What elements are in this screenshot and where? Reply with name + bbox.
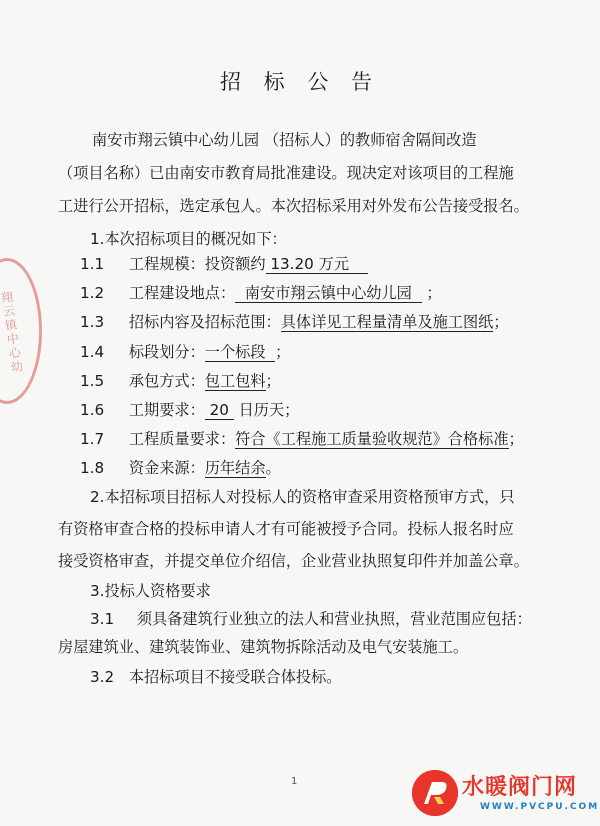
- item-value: 南安市翔云镇中心幼儿园: [235, 284, 421, 303]
- watermark-logo-icon: [412, 770, 458, 816]
- section3-heading: 3.投标人资格要求: [90, 582, 211, 600]
- watermark-brand: 水暖阀门网: [462, 775, 578, 800]
- item-number: 1.3: [80, 313, 105, 331]
- item-text: 本招标项目不接受联合体投标。: [128, 668, 342, 686]
- list-item: [80, 371, 281, 391]
- section1-heading: 1.本次招标项目的概况如下：: [90, 230, 287, 248]
- item-label: 承包方式：: [128, 372, 205, 390]
- item-value: 一个标段: [205, 343, 275, 362]
- item-suffix: ；: [265, 372, 281, 390]
- item-value: 13.20 万元: [266, 255, 369, 274]
- list-item: [80, 254, 368, 274]
- item-value: 具体详见工程量清单及施工图纸: [280, 313, 494, 331]
- item-label: 招标内容及招标范围：: [128, 313, 281, 331]
- item-number: 1.6: [80, 401, 105, 419]
- item-number: 1.4: [80, 343, 105, 361]
- intro-line-2: （项目名称）已由南安市教育局批准建设。现决定对该项目的工程施: [58, 164, 514, 182]
- item-suffix: ；: [508, 430, 524, 448]
- item-label: 工程质量要求：: [128, 430, 236, 448]
- item-label: 工期要求：: [128, 401, 205, 419]
- item-suffix: ；: [493, 313, 509, 331]
- section3-item1-line2: 房屋建筑业、建筑装饰业、建筑物拆除活动及电气安装施工。: [58, 638, 469, 656]
- item-number: 1.5: [80, 372, 105, 390]
- watermark: [410, 766, 600, 826]
- item-label: 资金来源：: [128, 459, 205, 477]
- item-number: 3.1: [90, 610, 115, 628]
- list-item: [90, 609, 532, 629]
- list-item: [80, 458, 281, 478]
- section2-line-2: 有资格审查合格的投标申请人才有可能被授予合同。投标人报名时应: [58, 520, 514, 538]
- item-suffix: 日历天；: [238, 401, 300, 419]
- item-number: 1.8: [80, 459, 105, 477]
- list-item: [80, 283, 442, 303]
- list-item: [80, 312, 509, 332]
- item-value: 历年结余: [204, 459, 266, 477]
- item-value: 20: [205, 401, 234, 420]
- item-label: 标段划分：: [128, 343, 205, 361]
- item-number: 3.2: [90, 668, 115, 686]
- seal-text: 翔云镇中心幼: [0, 289, 24, 375]
- item-suffix: ；: [275, 343, 291, 361]
- list-item: [90, 667, 341, 687]
- item-suffix: ；: [426, 284, 442, 302]
- list-item: [80, 400, 299, 420]
- list-item: [80, 342, 290, 362]
- item-label: 工程规模：投资额约: [128, 255, 266, 273]
- page-number: 1: [291, 776, 298, 787]
- section2-line-1: 2.本招标项目招标人对投标人的资格审查采用资格预审方式，只: [90, 488, 515, 506]
- intro-line-3: 工进行公开招标，选定承包人。本次招标采用对外发布公告接受报名。: [58, 197, 529, 215]
- page-title: 招 标 公 告: [219, 70, 381, 94]
- item-suffix: 。: [265, 459, 281, 477]
- item-number: 1.1: [80, 255, 105, 273]
- section2-line-3: 接受资格审查，并提交单位介绍信，企业营业执照复印件并加盖公章。: [58, 552, 529, 570]
- intro-line-1: 南安市翔云镇中心幼儿园 （招标人）的教师宿舍隔间改造: [92, 131, 477, 149]
- item-value: 符合《工程施工质量验收规范》合格标准: [235, 430, 509, 448]
- item-text: 须具备建筑行业独立的法人和营业执照，营业范围应包括：: [136, 610, 532, 628]
- item-value: 包工包料: [204, 372, 266, 390]
- item-label: 工程建设地点：: [128, 284, 236, 302]
- watermark-url: WWW.PVCPU.COM: [480, 802, 600, 812]
- item-number: 1.2: [80, 284, 105, 302]
- item-number: 1.7: [80, 430, 105, 448]
- list-item: [80, 429, 524, 449]
